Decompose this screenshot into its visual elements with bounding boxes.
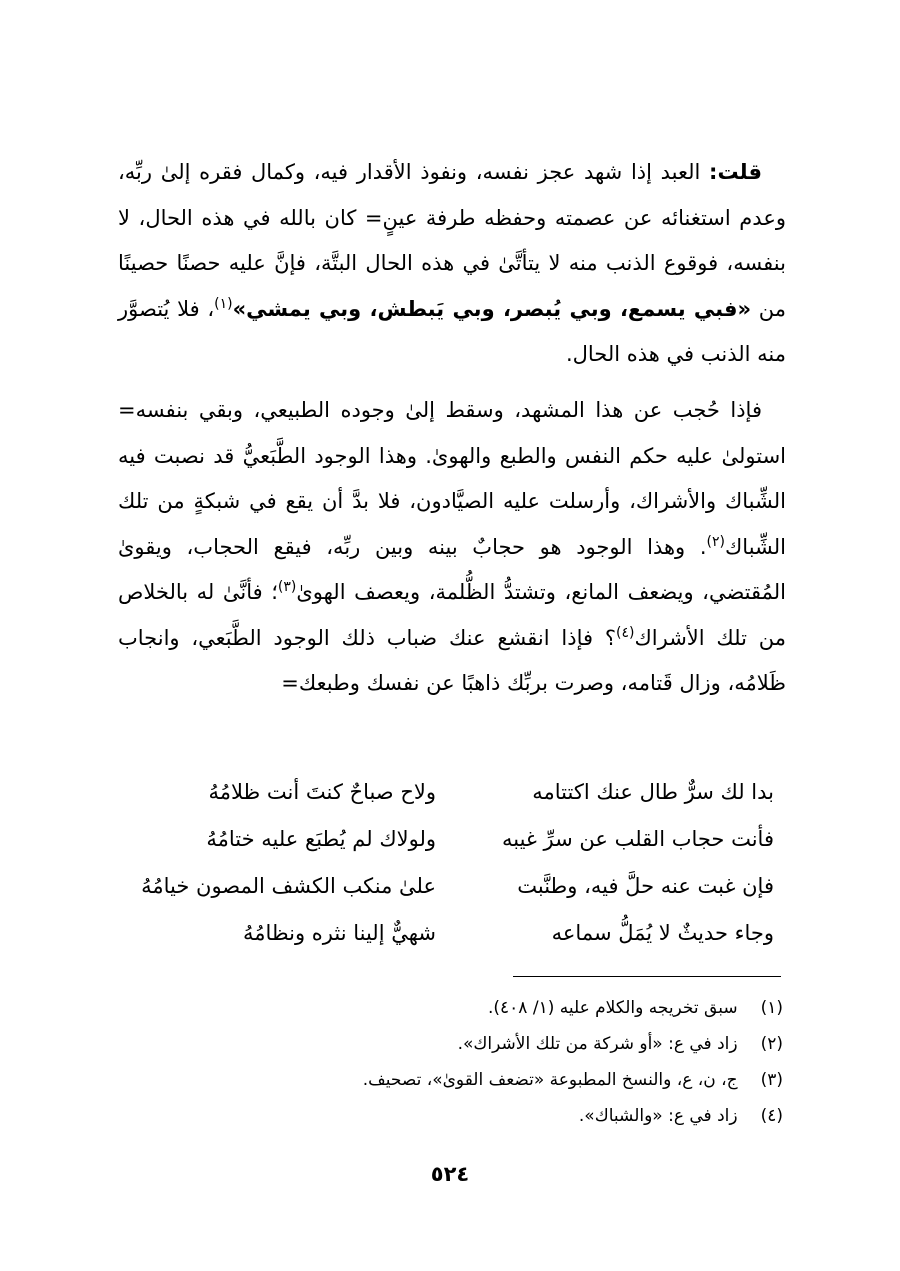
footnote-number: (٢) bbox=[760, 1034, 783, 1054]
verse-line bbox=[118, 768, 786, 815]
footnotes bbox=[118, 990, 783, 1134]
footnote-ref-3: (٣) bbox=[277, 579, 297, 595]
footnote-ref-2: (٢) bbox=[706, 533, 725, 550]
footnote-number: (٣) bbox=[760, 1070, 783, 1090]
verse-first-hemistich: وجاء حديثٌ لا يُمَلُّ سماعه bbox=[551, 920, 774, 945]
hadith-quote: «فبي يسمع، وبي يُبصر، وبي يَبطش، وبي يمشي» bbox=[232, 296, 752, 321]
footnote bbox=[118, 990, 783, 1026]
paragraph-2-part-a: فإذا حُجب عن هذا المشهد، وسقط إلىٰ وجوده الطبيعي، وبقي بنفسه= استولىٰ عليه حكم النفس والطبع والهوىٰ. وهذا الوجود الطَّبَعيُّ قد نصبت فيه الشِّباك والأشراك، وأرسلت عليه الصيَّادون، فلا بدَّ أن يقع في شبكةٍ من تلك الشِّباك bbox=[118, 398, 786, 559]
verse-first-hemistich: فإن غبت عنه حلَّ فيه، وطنَّبت bbox=[517, 873, 774, 898]
footnote-ref-1: (١) bbox=[214, 295, 233, 312]
footnote-ref-4: (٤) bbox=[616, 624, 635, 641]
verse-line bbox=[118, 815, 786, 862]
verse-first-hemistich: بدا لك سرٌّ طال عنك اكتتامه bbox=[532, 779, 774, 804]
paragraph-2-part-d: ؟ فإذا انقشع عنك ضباب ذلك الوجود الطَّبَعي، وانجاب ظَلامُه، وزال قَتامه، وصرت بربِّك ذاهبًا عن نفسك وطبعك= bbox=[118, 625, 786, 695]
footnote-separator bbox=[513, 976, 781, 977]
poem bbox=[118, 768, 786, 956]
paragraph-1-part-a: العبد إذا شهد عجز نفسه، ونفوذ الأقدار فيه، وكمال فقره إلىٰ ربِّه، وعدم استغنائه عن عصمته وحفظه طرفة عينٍ= كان بالله في هذه الحال، لا بنفسه، فوقوع الذنب منه لا يتأتَّىٰ في هذه الحال البتَّة، فإنَّ عليه حصنًا حصينًا من bbox=[118, 160, 786, 321]
verse-second-hemistich: ولاح صباحٌ كنتَ أنت ظلامُهُ bbox=[208, 779, 436, 804]
paragraph-1-text bbox=[118, 150, 786, 378]
page-number: ٥٢٤ bbox=[430, 1162, 470, 1186]
verse-second-hemistich: ولولاك لم يُطبَع عليه ختامُهُ bbox=[206, 826, 436, 851]
footnote-text: زاد في ع: «أو شركة من تلك الأشراك». bbox=[457, 1034, 738, 1054]
paragraph-2-part-c: ؛ فأنَّىٰ له بالخلاص من تلك الأشراك bbox=[118, 580, 786, 650]
paragraph-2-text bbox=[118, 388, 786, 707]
footnote bbox=[118, 1026, 783, 1062]
verse-second-hemistich: علىٰ منكب الكشف المصون خيامُهُ bbox=[141, 873, 436, 898]
footnote bbox=[118, 1098, 783, 1134]
verse-second-hemistich: شهيٌّ إلينا نثره ونظامُهُ bbox=[243, 920, 436, 945]
paragraph-1 bbox=[118, 150, 786, 378]
footnote-text: زاد في ع: «والشباك». bbox=[578, 1106, 738, 1126]
lead-word: قلت: bbox=[709, 160, 762, 184]
footnote-number: (١) bbox=[760, 998, 783, 1018]
footnote-text: سبق تخريجه والكلام عليه (١/ ٤٠٨). bbox=[487, 998, 738, 1018]
paragraph-1-part-b: ، فلا يُتصوَّر منه الذنب في هذه الحال. bbox=[118, 296, 786, 366]
paragraph-2-part-b: . وهذا الوجود هو حجابٌ بينه وبين ربِّه، فيقع الحجاب، ويقوىٰ المُقتضي، ويضعف المانع، وتشتدُّ الظُّلمة، ويعصف الهوىٰ bbox=[118, 534, 786, 604]
verse-first-hemistich: فأنت حجاب القلب عن سرِّ غيبه bbox=[501, 826, 774, 851]
verse-line bbox=[118, 862, 786, 909]
paragraph-2 bbox=[118, 388, 786, 707]
footnote bbox=[118, 1062, 783, 1098]
verse-line bbox=[118, 909, 786, 956]
footnote-text: ج، ن، ع، والنسخ المطبوعة «تضعف القوىٰ»، تصحيف. bbox=[362, 1070, 738, 1090]
footnote-number: (٤) bbox=[760, 1106, 783, 1126]
